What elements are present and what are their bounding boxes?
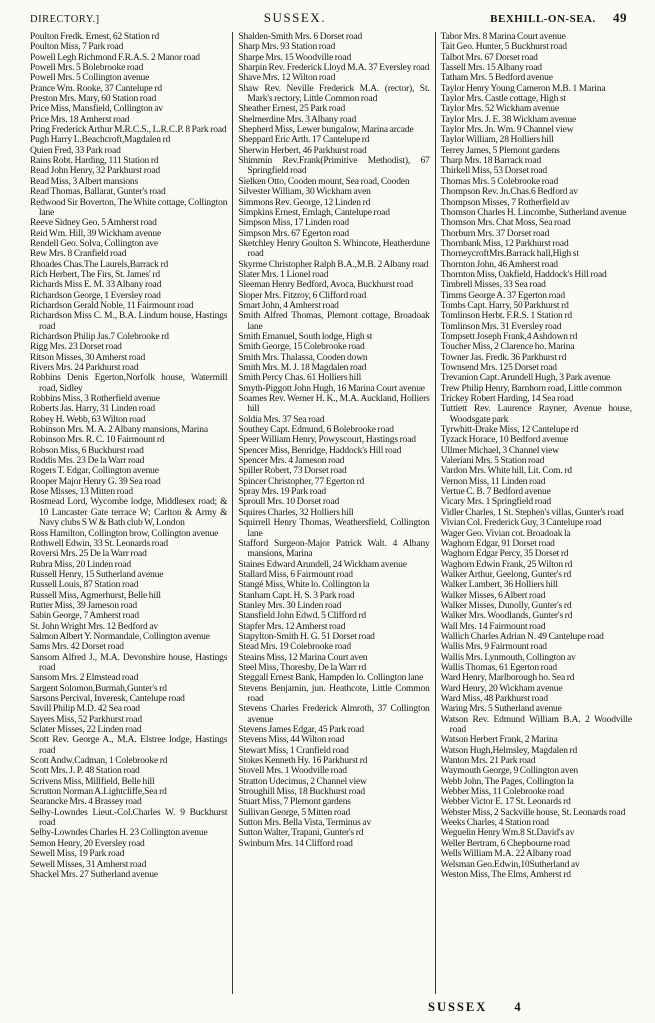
directory-entry: Vertue C. B. 7 Bedford avenue (440, 487, 551, 498)
directory-entry: Sewell Miss, 19 Park road (30, 849, 125, 860)
directory-entry: Spencer Mrs. 4 Jameson road (238, 456, 345, 467)
directory-entry: Sharpe Mrs. 15 Woodville road (238, 52, 352, 63)
directory-entry: Waghorn Edgar Percy, 35 Dorset rd (440, 549, 569, 560)
directory-entry: Russell Louis, 87 Station road (30, 580, 139, 591)
footer-signature: SUSSEX (428, 1000, 488, 1014)
directory-entry: Sewell Misses, 31 Amherst road (30, 859, 147, 870)
directory-entry: Stevens Charles Frederick Almroth, 37 Collington avenue (238, 704, 430, 725)
directory-entry: Watson Hugh,Helmsley, Magdalen rd (440, 745, 578, 756)
directory-entry: Smart John, 4 Amherst road (238, 300, 339, 311)
directory-entry: Sheather Ernest, 25 Park road (238, 104, 346, 115)
directory-entry: Terrey James, 5 Plemont gardens (440, 145, 560, 156)
directory-entry: Ritson Misses, 30 Amherst road (30, 352, 146, 363)
directory-entry: Tuttiett Rev. Laurence Rayner, Avenue house, Woodsgate park (440, 404, 632, 425)
header-place-name: BEXHILL-ON-SEA. (490, 13, 596, 25)
directory-entry: Vardon Mrs. White hill, Lit. Com. rd (440, 466, 572, 477)
directory-entry: Sayers Miss, 52 Parkhurst road (30, 714, 142, 725)
directory-entry: Shelmerdine Mrs. 3 Albany road (238, 114, 357, 125)
directory-entry: Tabor Mrs. 8 Marina Court avenue (440, 32, 566, 42)
directory-entry: Tyrwhitt-Drake Miss, 12 Cantelupe rd (440, 425, 579, 436)
directory-entry: Wallis Thomas, 61 Egerton road (440, 662, 557, 673)
directory-entry: Weller Bertram, 6 Chepbourne road (440, 838, 570, 849)
directory-entry: Skyrme Christopher Ralph B.A.,M.B. 2 Albany road (238, 259, 429, 270)
directory-entry: Stokes Kenneth Hy. 16 Parkhurst rd (238, 756, 368, 767)
directory-entry: Towner Jas. Fredk. 36 Parkhurst rd (440, 352, 567, 363)
directory-entry: Weguelin Henry Wm.8 St.David's av (440, 828, 575, 839)
directory-entry: St. John Wright Mrs. 12 Bedford av (30, 621, 159, 632)
directory-entry: Taylor Mrs. 52 Wickham avenue (440, 104, 559, 115)
directory-entry: Sharp Mrs. 93 Station road (238, 42, 336, 53)
directory-entry: Smith Emanuel, South lodge, High st (238, 331, 373, 342)
directory-entry: Sleeman Henry Bedford, Avoca, Buckhurst road (238, 280, 413, 291)
directory-entry: Preston Mrs. Mary, 60 Station road (30, 94, 157, 105)
directory-entry: Sloper Mrs. Fitzroy, 6 Clifford road (238, 290, 367, 301)
directory-entry: Silvester William, 30 Wickham aven (238, 187, 371, 198)
directory-entry: Tomlinson Herbt. F.R.S. 1 Station rd (440, 311, 572, 322)
directory-entry: Welsman Geo.Edwin,10Sutherland av (440, 859, 580, 870)
directory-entry: Tassell Mrs. 15 Albany road (440, 63, 542, 74)
directory-entry: Powell Legh Richmond F.R.A.S. 2 Manor road (30, 52, 200, 63)
header-place-and-page (490, 10, 627, 26)
directory-entry: Soldia Mrs. 37 Sea road (238, 414, 325, 425)
directory-entry: Stevens Miss, 44 Wilton road (238, 735, 345, 746)
directory-entry: Rivers Mrs. 24 Parkhurst road (30, 363, 139, 373)
directory-entry: Scott Andw.Cadman, 1 Colebrooke rd (30, 756, 168, 767)
directory-entry: Rains Robt. Harding, 111 Station rd (30, 156, 159, 167)
directory-entry: Quien Fred, 33 Park road (30, 145, 121, 156)
directory-entry: Robey H. Webb, 63 Wilton road (30, 414, 146, 425)
directory-entry: Vidler Charles, 1 St. Stephen's villas, Gunter's road (440, 507, 624, 518)
directory-column-3 (435, 32, 637, 994)
directory-entry: Smith Percy Chas. 61 Holliers hill (238, 373, 362, 384)
directory-entry: Waghorn Edgar, 91 Dorset road (440, 538, 555, 549)
directory-entry: Trickey Robert Harding, 14 Sea road (440, 394, 574, 405)
directory-entry: Timbrell Misses, 33 Sea road (440, 280, 546, 291)
directory-entry: Stroughill Miss, 18 Buckhurst road (238, 787, 366, 798)
directory-entry: Waghorn Edwin Frank, 25 Wilton rd (440, 559, 573, 570)
directory-entry: Roversi Mrs. 25 De la Warr road (30, 549, 147, 560)
directory-entry: Richardson Gerald Noble, 11 Fairmount road (30, 300, 194, 311)
directory-entry: Vernon Miss, 11 Linden road (440, 476, 546, 487)
directory-entry: Thornton John, 46 Amherst road (440, 259, 558, 270)
directory-entry: Rose Misses, 13 Mitten road (30, 487, 133, 498)
directory-entry: Wells William M.A. 22 Albany road (440, 849, 571, 860)
directory-entry: Vivian Col. Frederick Guy, 3 Cantelupe road (440, 518, 602, 529)
directory-entry: Poulton Miss, 7 Park road (30, 42, 124, 53)
directory-entry: Roberts Jas. Harry, 31 Linden road (30, 404, 156, 415)
directory-entry: Pring Frederick Arthur M.R.C.S., L.R.C.P. 8 Park road (30, 125, 227, 136)
directory-entry: Southey Capt. Edmund, 6 Bolebrooke road (238, 425, 394, 436)
directory-entry: Swinburn Mrs. 14 Clifford road (238, 838, 353, 849)
directory-entry: Sketchley Henry Goulton S. Whincote, Heatherdune road (238, 238, 430, 260)
directory-entry: Sutton Walter, Trapani, Gunter's rd (238, 828, 364, 839)
directory-entry: Shackel Mrs. 27 Sutherland avenue (30, 869, 158, 880)
directory-entry: Shave Mrs. 12 Wilton road (238, 73, 336, 84)
directory-entry: Stovell Mrs. 1 Woodville road (238, 766, 347, 777)
directory-entry: Timms George A. 37 Egerton road (440, 290, 565, 301)
directory-entry: Selby-Lowndes Charles H. 23 Collington avenue (30, 828, 208, 839)
directory-entry: Rigg Mrs. 23 Dorset road (30, 342, 122, 353)
directory-entry: Rooper Major Henry G. 39 Sea road (30, 476, 161, 487)
directory-entry: Robinson Mrs. R. C. 10 Fairmount rd (30, 435, 165, 446)
directory-entry: Stevens Benjamin, jun. Heathcote, Little Common road (238, 683, 430, 704)
directory-entry: Ullmer Michael, 3 Channel view (440, 445, 559, 456)
directory-entry: Sams Mrs. 42 Dorset road (30, 642, 124, 653)
directory-entry: Scott Rev. George A., M.A. Elstree lodge, Hastings road (30, 735, 228, 756)
directory-entry: Prance Wm. Rooke, 37 Cantelupe rd (30, 83, 162, 94)
directory-entry: Thorburn Mrs. 37 Dorset road (440, 228, 550, 239)
directory-entry: Slater Mrs. 1 Lionel road (238, 269, 329, 280)
page-header (0, 0, 655, 28)
directory-entry: Taylor Mrs. Jn. Wm. 9 Channel view (440, 125, 574, 136)
directory-entry: Rich Herbert, The Firs, St. James' rd (30, 269, 160, 280)
directory-entry: Richardson Miss C. M., B.A. Lindum house, Hastings road (30, 311, 228, 332)
directory-entry: ThorneycroftMrs.Barrack hall,High st (440, 249, 579, 260)
directory-entry: Stallard Miss, 6 Fairmount road (238, 569, 353, 580)
directory-entry: Shalden-Smith Mrs. 6 Dorset road (238, 32, 363, 42)
directory-entry: Scott Mrs. J. P. 48 Station road (30, 766, 140, 777)
directory-entry: Sherwin Herbert, 46 Parkhurst road (238, 145, 367, 156)
directory-entry: Speer William Henry, Powyscourt, Hastings road (238, 435, 416, 446)
directory-entry: Walker Mrs. Woodlands, Gunter's rd (440, 611, 573, 622)
directory-entry: Ward Henry, Marlborough ho. Sea rd (440, 673, 575, 684)
directory-entry: Rhoades Chas.The Laurels,Barrack rd (30, 259, 169, 270)
directory-entry: Webber Miss, 11 Colebrooke road (440, 787, 565, 798)
directory-entry: Talbot Mrs. 67 Dorset road (440, 52, 538, 63)
directory-entry: Semon Henry, 20 Eversley road (30, 838, 145, 849)
directory-entry: Stuart Miss, 7 Plemont gardens (238, 797, 351, 808)
directory-entry: Price Mrs. 18 Amherst road (30, 114, 130, 125)
directory-entry: Richardson Philip Jas.7 Colebrooke rd (30, 331, 169, 342)
directory-entry: Tompsett Joseph Frank,4 Ashdown rd (440, 331, 578, 342)
directory-entry: Reeve Sidney Geo. 5 Amherst road (30, 218, 157, 229)
directory-entry: Stafford Surgeon-Major Patrick Walt. 4 Albany mansions, Marina (238, 538, 430, 560)
directory-entry: Scrutton Norman A.Lightcliffe,Sea rd (30, 787, 167, 798)
directory-entry: Sproull Mrs. 10 Dorset road (238, 497, 340, 508)
directory-entry: Thornton Miss, Oakfield, Haddock's Hill road (440, 269, 607, 280)
directory-entry: Spiller Robert, 73 Dorset road (238, 466, 347, 477)
directory-entry: Wallis Mrs. 9 Fairmount road (440, 642, 547, 653)
directory-entry: Tatham Mrs. 5 Bedford avenue (440, 73, 553, 84)
directory-entry: Robbins Denis Egerton,Norfolk house, Watermill road, Sidley (30, 373, 228, 394)
directory-entry: Scrivens Miss, Millfield, Belle hill (30, 776, 155, 787)
directory-entry: Shimmin Rev.Frank(Primitive Methodist), 67 Springfield road (238, 156, 430, 177)
directory-entry: Stanley Mrs. 30 Linden road (238, 600, 342, 611)
directory-entry: Sabin George, 7 Amherst road (30, 611, 139, 622)
directory-entry: Stewart Miss, 1 Cranfield road (238, 745, 349, 756)
directory-entry: Wager Geo. Vivian cot. Broadoak la (440, 528, 571, 539)
directory-entry: Shaw Rev. Neville Frederick M.A. (rector), St. Mark's rectory, Little Common road (238, 83, 430, 105)
directory-entry: Sullivan George, 5 Mitten road (238, 807, 351, 818)
directory-entry: Sargent Solomon,Burmah,Gunter's rd (30, 683, 167, 694)
directory-entry: Spencer Miss, Benridge, Haddock's Hill road (238, 445, 402, 456)
directory-entry: Rothwell Edwin, 33 St. Leonards road (30, 538, 169, 549)
directory-entry: Watson Herbert Frank, 2 Marina (440, 735, 558, 746)
directory-entry: Robbins Miss, 3 Rotherfield avenue (30, 394, 160, 405)
directory-entry: Savill Philip M.D. 42 Sea road (30, 704, 140, 715)
directory-entry: Read Thomas, Ballarat, Gunter's road (30, 187, 166, 198)
directory-entry: Read John Henry, 32 Parkhurst road (30, 166, 161, 177)
directory-entry: Redwood Sir Boverton, The White cottage, Collington lane (30, 197, 228, 218)
directory-entry: Rew Mrs. 8 Cranfield road (30, 249, 127, 260)
directory-entry: Sheppard Eric Arth. 17 Cantelupe rd (238, 135, 370, 146)
directory-entry: Smyth-Piggott John Hugh, 16 Marina Court avenue (238, 383, 425, 394)
page-footer (428, 1000, 523, 1015)
directory-entry: Stratton Udecimus, 2 Channel view (238, 776, 367, 787)
directory-entry: Russell Miss, Agmerhurst, Belle hill (30, 590, 161, 601)
directory-entry: Wallis Mrs. Lynmouth, Collington av (440, 652, 576, 663)
directory-entry: Simpson Mrs. 67 Egerton road (238, 228, 350, 239)
directory-entry: Rendell Geo. Solva, Collington ave (30, 238, 158, 249)
directory-entry: Walker Arthur, Geelong, Gunter's rd (440, 569, 572, 580)
directory-entry: Shepherd Miss, Lewer bungalow, Marina arcade (238, 125, 414, 136)
directory-entry: Thompson Misses, 7 Rotherfield av (440, 197, 570, 208)
directory-entry: Squires Charles, 32 Holliers hill (238, 507, 354, 518)
directory-entry: Thompson Rev. Jn.Chas.6 Bedford av (440, 187, 578, 198)
directory-entry: Robinson Mrs. M. A. 2 Albany mansions, Marina (30, 425, 208, 436)
directory-entry: Townsend Mrs. 125 Dorset road (440, 363, 557, 373)
directory-entry: Wanton Mrs. 21 Park road (440, 756, 536, 767)
directory-entry: Watson Rev. Edmund William B.A. 2 Woodville road (440, 714, 632, 736)
directory-columns (30, 32, 637, 994)
directory-entry: Ross Hamilton, Collington brow, Collington avenue (30, 528, 219, 539)
directory-entry: Waring Mrs. 5 Sutherland avenue (440, 704, 562, 715)
directory-entry: Roddis Mrs. 23 De la Warr road (30, 456, 145, 467)
directory-entry: Stanham Capt. H. S. 3 Park road (238, 590, 355, 601)
directory-entry: Rubra Miss, 20 Linden road (30, 559, 131, 570)
directory-entry: Price Miss, Mansfield, Collington av (30, 104, 163, 115)
directory-entry: Thomson Mrs. Chat Moss, Sea road (440, 218, 571, 229)
directory-entry: Wallich Charles Adrian N. 49 Cantelupe road (440, 631, 604, 642)
directory-entry: Tombs Capt. Harry, 50 Parkhurst rd (440, 300, 569, 311)
directory-entry: Poulton Fredk. Ernest, 62 Station rd (30, 32, 160, 42)
directory-column-2 (232, 32, 434, 994)
directory-entry: Thirkell Miss, 53 Dorset road (440, 166, 547, 177)
directory-entry: Squirrell Henry Thomas, Weathersfield, Collington lane (238, 518, 430, 539)
directory-entry: Stevens James Edgar, 45 Park road (238, 725, 364, 736)
directory-entry: Tharp Mrs. 18 Barrack road (440, 156, 542, 167)
directory-entry: Webb John, The Pages, Collington la (440, 776, 574, 787)
directory-entry: Robson Miss, 6 Buckhurst road (30, 445, 144, 456)
directory-entry: Sansom Mrs. 2 Elmstead road (30, 673, 139, 684)
directory-entry: Simpkins Ernest, Emlagh, Cantelupe road (238, 207, 390, 218)
directory-entry: Walker Lambert, 36 Holliers hill (440, 580, 558, 591)
directory-entry: Thomas Mrs. 5 Colebrooke road (440, 176, 559, 187)
directory-entry: Richardson George, 1 Eversley road (30, 290, 161, 301)
directory-column-1 (30, 32, 232, 994)
directory-entry: Rutter Miss, 39 Jameson road (30, 600, 137, 611)
directory-entry: Taylor William, 28 Holliers hill (440, 135, 554, 146)
directory-entry: Stead Mrs. 19 Colebrooke road (238, 642, 351, 653)
directory-entry: Wall Mrs. 14 Fairmount road (440, 621, 546, 632)
directory-entry: Selby-Lowndes Lieut.-Col.Charles W. 9 Buckhurst road (30, 807, 228, 829)
directory-entry: Walker Misses, Dunolly, Gunter's rd (440, 600, 572, 611)
directory-entry: Walker Misses, 6 Albert road (440, 590, 546, 601)
directory-entry: Soames Rev. Werner H. K., M.A. Auckland, Holliers hill (238, 394, 430, 415)
directory-entry: Read Miss, 3 Albert mansions (30, 176, 139, 187)
directory-entry: Vicary Mrs. 1 Springfield road (440, 497, 551, 508)
directory-entry: Toucher Miss, 2 Clarence ho. Marina (440, 342, 575, 353)
directory-entry: Webster Miss, 2 Sackville house, St. Leonards road (440, 807, 626, 818)
directory-entry: Webber Victor E. 17 St. Leonards rd (440, 797, 571, 808)
directory-entry: Russell Henry, 15 Sutherland avenue (30, 569, 164, 580)
directory-entry: Thornbank Miss, 12 Parkhurst road (440, 238, 569, 249)
directory-entry: Stapylton-Smith H. G. 51 Dorset road (238, 631, 375, 642)
directory-entry: Taylor Mrs. J. E. 38 Wickham avenue (440, 114, 577, 125)
directory-entry: Smith Mrs. Thalassa, Cooden down (238, 352, 368, 363)
directory-entry: Steains Miss, 12 Marina Court aven (238, 652, 368, 663)
header-directory-label: DIRECTORY.] (30, 14, 100, 25)
directory-entry: Waymouth George, 9 Collington aven (440, 766, 578, 777)
directory-entry: Tait Geo. Hunter, 5 Buckhurst road (440, 42, 567, 53)
directory-entry: Sansom Alfred J., M.A. Devonshire house, Hastings road (30, 652, 228, 673)
directory-entry: Ward Henry, 20 Wickham avenue (440, 683, 563, 694)
directory-entry: Simmons Rev. George, 12 Linden rd (238, 197, 371, 208)
directory-entry: Thomson Charles H. Lincombe, Sutherland avenue (440, 207, 627, 218)
directory-entry: Powell Mrs. 5 Bolebrooke road (30, 63, 144, 74)
directory-entry: Richards Miss E. M. 33 Albany road (30, 280, 162, 291)
directory-entry: Rosmead Lord, Wycombe lodge, Middlesex road; & 10 Lancaster Gate terrace W; Carlton & Army & Navy clubs S W & Bath club W, London (30, 497, 228, 529)
footer-signature-number: 4 (514, 1000, 523, 1014)
directory-entry: Rogers T. Edgar, Collington avenue (30, 466, 159, 477)
directory-entry: Salmon Albert Y. Normandale, Collington avenue (30, 631, 210, 642)
directory-entry: Valeriani Mrs. 5 Station road (440, 456, 545, 467)
directory-entry: Spincer Christopher, 77 Egerton rd (238, 476, 365, 487)
directory-entry: Powell Mrs. 5 Collington avenue (30, 73, 150, 84)
header-county-title: SUSSEX. (263, 10, 326, 25)
directory-entry: Tyzack Horace, 10 Bedford avenue (440, 435, 568, 446)
directory-entry: Steggall Ernest Bank, Hampden lo. Collington lane (238, 673, 424, 684)
directory-entry: Tomlinson Mrs. 31 Eversley road (440, 321, 562, 332)
directory-entry: Stangé Miss, White lo. Collington la (238, 580, 370, 591)
directory-entry: Trevanion Capt. Arundell Hugh, 3 Park avenue (440, 373, 611, 384)
directory-entry: Steel Miss, Thoresby, De la Warr rd (238, 662, 367, 673)
directory-entry: Reid Wm. Hill, 39 Wickham avenue (30, 228, 162, 239)
directory-entry: Taylor Mrs. Castle cottage, High st (440, 94, 567, 105)
directory-entry: Smith George, 15 Colebrooke road (238, 342, 365, 353)
directory-entry: Sclater Misses, 22 Linden road (30, 725, 142, 736)
directory-entry: Stansfield John Edwd. 5 Clifford rd (238, 611, 367, 622)
directory-entry: Simpson Miss, 17 Linden road (238, 218, 350, 229)
directory-entry: Taylor Henry Young Cameron M.B. 1 Marina (440, 83, 606, 94)
directory-entry: Sharpin Rev. Frederick Lloyd M.A. 37 Eversley road (238, 63, 430, 74)
page-number: 49 (613, 10, 627, 25)
directory-entry: Sutton Mrs. Bella Vista, Terminus av (238, 818, 372, 829)
directory-entry: Weston Miss, The Elms, Amherst rd (440, 869, 571, 880)
directory-entry: Smith Alfred Thomas, Plemont cottage, Broadoak lane (238, 311, 430, 332)
directory-entry: Searancke Mrs. 4 Brassey road (30, 797, 142, 808)
directory-entry: Sarsons Percival, Inveresk, Cantelupe road (30, 694, 185, 704)
directory-entry: Spray Mrs. 19 Park road (238, 487, 327, 498)
directory-entry: Weeks Charles, 4 Station road (440, 818, 549, 829)
directory-entry: Ward Miss, 48 Parkhurst road (440, 694, 548, 704)
directory-entry: Pugh Harry L.Beachcroft,Magdalen rd (30, 135, 171, 146)
directory-entry: Sielken Otto, Cooden mount, Sea road, Cooden (238, 176, 410, 187)
directory-entry: Staines Edward Arundell, 24 Wickham avenue (238, 559, 407, 570)
directory-entry: Stapfer Mrs. 12 Amherst road (238, 621, 346, 632)
directory-entry: Smith Mrs. M. J. 18 Magdalen road (238, 363, 367, 373)
directory-entry: Trew Philip Henry, Barnhorn road, Little common (440, 383, 622, 394)
